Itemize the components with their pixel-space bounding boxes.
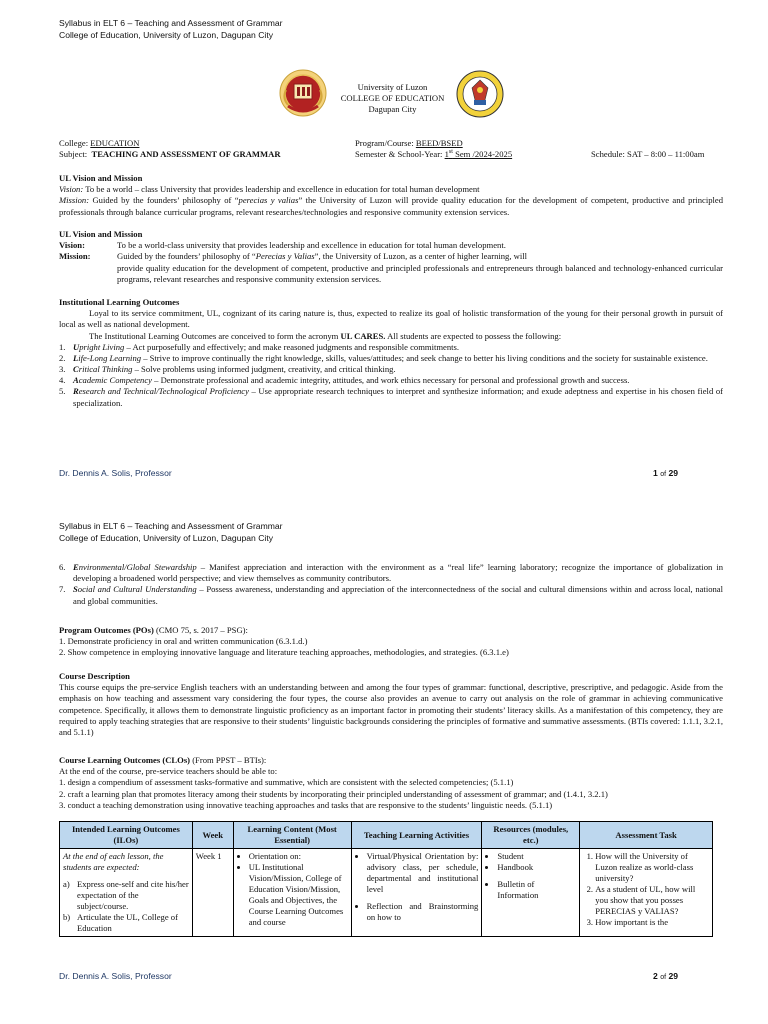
- program-outcomes: [59, 625, 723, 659]
- col-header-content: Learning Content (Most Essential): [233, 822, 351, 849]
- course-desc-text: This course equips the pre-service English teachers with an understanding between and among the four types of grammar: functional, descriptive, prescriptive, and pedagogic. Aside from the emphasis on how teaching and assessment vary considering the four types, the course also provides an avenue to carry out analysis on the role of grammar in achieving communicative competence. Specifically, it allows them to demonstrate linguistic proficiency as an important factor in promoting their students’ literacy skills. As a manifestation of this competency, they are required to apply teaching strategies that are responsive to their students’ linguistic backgrounds considering the principles of formative and summative assessments. (BTIs covered: 1.1.1, 3.2.1, and 5.1.1): [59, 682, 723, 737]
- ilo-para-2: The Institutional Learning Outcomes are conceived to form the acronym UL CARES. All students are expected to possess the following:: [89, 330, 562, 341]
- ilo-item: 7. Social and Cultural Understanding – Possess awareness, understanding and appreciation of the interconnectedness of the social and cultural dimensions within and across local, national and global communities.: [59, 584, 724, 606]
- clo-item: 1. design a compendium of assessment tasks-formative and summative, which are consistent with the selected competencies; (5.1.1): [59, 777, 514, 788]
- page-number: 2 of 29: [653, 971, 678, 981]
- page-2: [0, 505, 768, 1024]
- page-number: 1 of 29: [653, 468, 678, 478]
- ilo-item: 4. Academic Competency – Demonstrate professional and academic integrity, attitudes, and work ethics necessary for personal and professional growth and success.: [59, 375, 630, 386]
- professor-name: Dr. Dennis A. Solis, Professor: [59, 468, 172, 478]
- ilo-item: 1. Upright Living – Act purposefully and effectively; and make reasoned judgments and responsible commitments.: [59, 341, 460, 352]
- subject-label: Subject:: [59, 149, 88, 159]
- col-header-week: Week: [192, 822, 233, 849]
- college-field: [59, 138, 139, 149]
- city-name: Dagupan City: [368, 104, 417, 114]
- ilo-item: 5. Research and Technical/Technological Proficiency – Use appropriate research techniques to interpret and synthesize information; and exude adeptness and expertise in his chosen field of specialization.: [59, 386, 723, 408]
- ilo-item: 3. Critical Thinking – Solve problems using informed judgment, creativity, and critical thinking.: [59, 364, 396, 375]
- college-value: EDUCATION: [90, 138, 140, 148]
- institution-heading: [330, 82, 455, 115]
- header-line-2: College of Education, University of Luzon, Dagupan City: [59, 533, 274, 543]
- college-label: College:: [59, 138, 89, 148]
- clos-heading: Course Learning Outcomes (CLOs) (From PPST – BTIs):: [59, 755, 267, 765]
- program-label: Program/Course:: [355, 138, 414, 148]
- col-header-ilos: Intended Learning Outcomes (ILOs): [60, 822, 193, 849]
- ilo-heading: Institutional Learning Outcomes: [59, 297, 180, 307]
- vm2-heading: UL Vision and Mission: [59, 229, 143, 239]
- cell-week: Week 1: [192, 849, 233, 937]
- col-header-activities: Teaching Learning Activities: [351, 822, 482, 849]
- page-1: [0, 0, 768, 505]
- ilo-para-1: Loyal to its service commitment, UL, cognizant of its caring nature is, thus, expected to realize its goal of holistic transformation of the young for their personal growth in pursuit of local as well as national development.: [59, 308, 723, 330]
- subject-value: TEACHING AND ASSESSMENT OF GRAMMAR: [91, 149, 281, 159]
- running-header: [59, 17, 283, 41]
- page-footer: [59, 971, 723, 982]
- cell-ilos: At the end of each lesson, the students are expected: a) Express one-self and cite his/her expectation of the subject/course. b) Articulate the UL, College of Education: [60, 849, 193, 937]
- syllabus-table: [59, 821, 713, 937]
- ilo-list: [59, 342, 723, 409]
- semester-value: 1st Sem /2024-2025: [444, 149, 513, 159]
- table-row: [60, 849, 713, 937]
- header-line-1: Syllabus in ELT 6 – Teaching and Assessment of Grammar: [59, 18, 283, 28]
- header-line-2: College of Education, University of Luzon, Dagupan City: [59, 30, 274, 40]
- university-of-luzon-logo: [278, 68, 328, 118]
- vision-mission-section-2: [59, 229, 723, 285]
- ilo-item: 6. Environmental/Global Stewardship – Manifest appreciation and interaction with the environment as a “real life” learning laboratory; recognize the importance of globalization in developing a broadened world perspective; and view themselves as community contributors.: [59, 562, 724, 584]
- course-desc-heading: Course Description: [59, 671, 130, 681]
- col-header-resources: Resources (modules, etc.): [482, 822, 580, 849]
- course-description: [59, 671, 723, 738]
- ilo-list-continued: [59, 562, 723, 607]
- semester-field: [355, 149, 512, 160]
- vm2-mission: Mission: Guided by the founders’ philosophy of “Perecias y Valias”, the University of Luzon, as a center of higher learning, will: [59, 251, 528, 262]
- table-header-row: [60, 822, 713, 849]
- professor-name: Dr. Dennis A. Solis, Professor: [59, 971, 172, 981]
- course-learning-outcomes: [59, 755, 723, 811]
- page-footer: [59, 468, 723, 479]
- pos-item: 1. Demonstrate proficiency in oral and written communication (6.3.1.d.): [59, 636, 308, 647]
- institutional-learning-outcomes: [59, 297, 723, 409]
- subject-field: [59, 149, 281, 160]
- col-header-assessment: Assessment Task: [580, 822, 713, 849]
- header-line-1: Syllabus in ELT 6 – Teaching and Assessment of Grammar: [59, 521, 283, 531]
- vm2-vision: Vision: To be a world-class university that provides leadership and excellence in education for total human development.: [59, 240, 506, 251]
- cell-content: • Orientation on: • UL Institutional Vision/Mission, College of Education Vision/Mission, Goals and Objectives, the Course Learning Outcomes and course: [233, 849, 351, 937]
- cell-resources: • Student • Handbook • Bulletin of Information: [482, 849, 580, 937]
- clos-intro: At the end of the course, pre-service teachers should be able to:: [59, 766, 278, 777]
- running-header: [59, 520, 283, 544]
- ilo-continued: [59, 562, 723, 607]
- vm1-heading: UL Vision and Mission: [59, 173, 143, 183]
- clo-item: 3. conduct a teaching demonstration using innovative teaching approaches and tasks that are responsive to the students’ linguistic needs. (5.1.1): [59, 799, 553, 810]
- pos-item: 2. Show competence in employing innovative language and literature teaching approaches, methodologies, and strategies. (6.3.1.e): [59, 647, 509, 658]
- semester-label: Semester & School-Year:: [355, 149, 443, 159]
- clo-item: 2. craft a learning plan that promotes literacy among their students by incorporating their principled understanding of assessment of grammar; and (1.4.1, 3.2.1): [59, 788, 608, 799]
- institution-name: University of Luzon: [357, 82, 428, 92]
- vision-mission-section-1: [59, 173, 723, 218]
- cell-activities: • Virtual/Physical Orientation by: advisory class, per schedule, departmental and institutional level • Reflection and Brainstorming on how to: [351, 849, 482, 937]
- pos-heading: Program Outcomes (POs) (CMO 75, s. 2017 – PSG):: [59, 625, 248, 635]
- program-field: [355, 138, 463, 149]
- cell-assessment: 1. How will the University of Luzon realize as world-class university? 2. As a student of UL, how will you show that you posses PERECIAS y VALIAS? 3. How important is the: [580, 849, 713, 937]
- schedule-field: Schedule: SAT – 8:00 – 11:00am: [591, 149, 705, 159]
- ilo-item: 2. Life-Long Learning – Strive to improve continually the right knowledge, skills, values/attitudes; and seek change to better his living conditions and the society for sustainable existence.: [59, 352, 708, 363]
- vm2-mission-cont: provide quality education for the development of competent, productive and principled professionals and entrepreneurs through balanced and technology-enhanced curricular programs, relevant researches and responsive community extension services.: [117, 262, 723, 284]
- program-value: BEED/BSED: [415, 138, 463, 148]
- vm1-mission: Mission: Guided by the founders’ philosophy of “perecias y valias” the University of Luzon will provide quality education for the development of competent, productive and principled professionals through balance curricular programs, relevant researches/technologies and responsive community extension services.: [59, 195, 723, 217]
- college-name: COLLEGE OF EDUCATION: [340, 93, 445, 103]
- vm1-vision: Vision: To be a world – class University that provides leadership and excellence in education for total human development: [59, 184, 480, 195]
- college-of-education-seal: [456, 70, 504, 118]
